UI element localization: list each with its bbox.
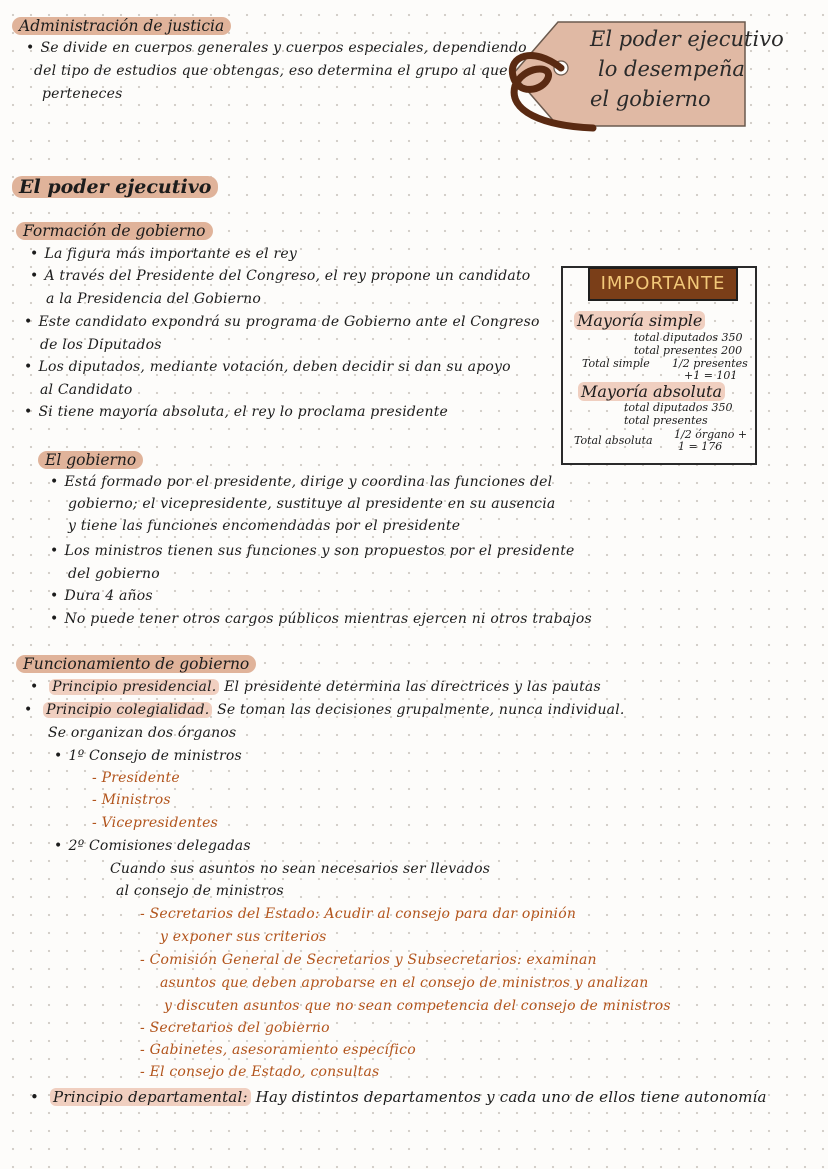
absoluta-line-1: total diputados 350 <box>624 401 733 414</box>
simple-heading-text: Mayoría simple <box>574 311 705 330</box>
gobierno-line-4: • Los ministros tienen sus funciones y son propuestos por el presidente <box>50 543 575 559</box>
orange-line-6: - Secretarios del gobierno <box>140 1020 330 1036</box>
consejo-title: • 1º Consejo de ministros <box>54 748 242 764</box>
absoluta-heading <box>578 382 725 401</box>
principio-departamental-label: Principio departamental: <box>50 1088 251 1106</box>
formacion-line-4: • Este candidato expondrá su programa de Gobierno ante el Congreso <box>24 314 540 330</box>
simple-line-5: +1 = 101 <box>684 369 738 382</box>
formacion-line-8: • Si tiene mayoría absoluta, el rey lo proclama presidente <box>24 404 448 420</box>
absoluta-line-5: 1 = 176 <box>678 440 723 453</box>
orange-line-3: - Comisión General de Secretarios y Subsecretarios: examinan <box>140 952 597 968</box>
principio-departamental <box>30 1088 767 1106</box>
formacion-line-3: a la Presidencia del Gobierno <box>46 291 261 307</box>
tag-line-2: lo desempeña <box>598 57 745 81</box>
formacion-line-2: • A través del Presidente del Congreso, el rey propone un candidato <box>30 268 530 284</box>
orange-line-4: asuntos que deben aprobarse en el consejo de ministros y analizan <box>160 975 649 991</box>
orange-line-1: - Secretarios del Estado: Acudir al consejo para dar opinión <box>140 906 577 922</box>
gobierno-line-7: • No puede tener otros cargos públicos mientras ejercen ni otros trabajos <box>50 611 592 627</box>
admin-line-1: • Se divide en cuerpos generales y cuerpos especiales, dependiendo <box>26 40 527 56</box>
gobierno-line-2: gobierno; el vicepresidente, sustituye al presidente en su ausencia <box>68 496 556 512</box>
absoluta-line-3: Total absoluta <box>574 434 653 447</box>
formacion-line-6: • Los diputados, mediante votación, deben decidir si dan su apoyo <box>24 359 511 375</box>
orange-line-7: - Gabinetes, asesoramiento específico <box>140 1042 416 1058</box>
simple-line-3: Total simple <box>582 357 650 370</box>
section-title: El poder ejecutivo <box>12 176 218 198</box>
consejo-item-3: - Vicepresidentes <box>92 815 219 831</box>
admin-line-3: perteneces <box>42 86 123 102</box>
absoluta-line-4: 1/2 órgano + <box>674 428 748 441</box>
orange-line-2: y exponer sus criterios <box>160 929 327 945</box>
principio-colegialidad-text: Se toman las decisiones grupalmente, nunca individual. <box>217 702 625 718</box>
funcionamiento-title: Funcionamiento de gobierno <box>16 655 256 673</box>
gobierno-line-5: del gobierno <box>68 566 160 582</box>
tag-line-1: El poder ejecutivo <box>590 27 784 51</box>
formacion-line-5: de los Diputados <box>40 337 162 353</box>
principio-presidencial-text: El presidente determina las directrices y las pautas <box>224 679 601 695</box>
principio-colegialidad-label: Principio colegialidad. <box>43 702 212 718</box>
admin-title: Administración de justicia <box>12 17 231 35</box>
principio-colegialidad <box>24 702 625 718</box>
organos-line: Se organizan dos órganos <box>48 725 237 741</box>
principio-departamental-text: Hay distintos departamentos y cada uno de ellos tiene autonomía <box>255 1088 767 1106</box>
comisiones-title: • 2º Comisiones delegadas <box>54 838 251 854</box>
admin-line-2: del tipo de estudios que obtengas, eso determina el grupo al que <box>34 63 508 79</box>
formacion-line-1: • La figura más importante es el rey <box>30 246 297 262</box>
formacion-title: Formación de gobierno <box>16 222 213 240</box>
tag-line-3: el gobierno <box>590 87 711 111</box>
comisiones-intro-1: Cuando sus asuntos no sean necesarios ser llevados <box>110 861 491 877</box>
tag-text <box>590 24 784 114</box>
simple-line-4: 1/2 presentes <box>672 357 748 370</box>
gobierno-title: El gobierno <box>38 451 143 469</box>
absoluta-heading-text: Mayoría absoluta <box>578 382 725 401</box>
gobierno-line-6: • Dura 4 años <box>50 588 153 604</box>
simple-heading <box>574 311 705 330</box>
gobierno-line-1: • Está formado por el presidente, dirige y coordina las funciones del <box>50 474 552 490</box>
simple-line-2: total presentes 200 <box>634 344 743 357</box>
principio-presidencial-label: Principio presidencial. <box>49 679 219 695</box>
orange-line-5: y discuten asuntos que no sean competencia del consejo de ministros <box>164 998 671 1014</box>
gobierno-line-3: y tiene las funciones encomendadas por el presidente <box>68 518 461 534</box>
consejo-item-2: - Ministros <box>92 792 171 808</box>
principio-presidencial <box>30 679 601 695</box>
consejo-item-1: - Presidente <box>92 770 180 786</box>
absoluta-line-2: total presentes <box>624 414 708 427</box>
comisiones-intro-2: al consejo de ministros <box>116 883 284 899</box>
formacion-line-7: al Candidato <box>40 382 133 398</box>
orange-line-8: - El consejo de Estado, consultas <box>140 1064 380 1080</box>
importante-title: IMPORTANTE <box>588 267 738 301</box>
simple-line-1: total diputados 350 <box>634 331 743 344</box>
